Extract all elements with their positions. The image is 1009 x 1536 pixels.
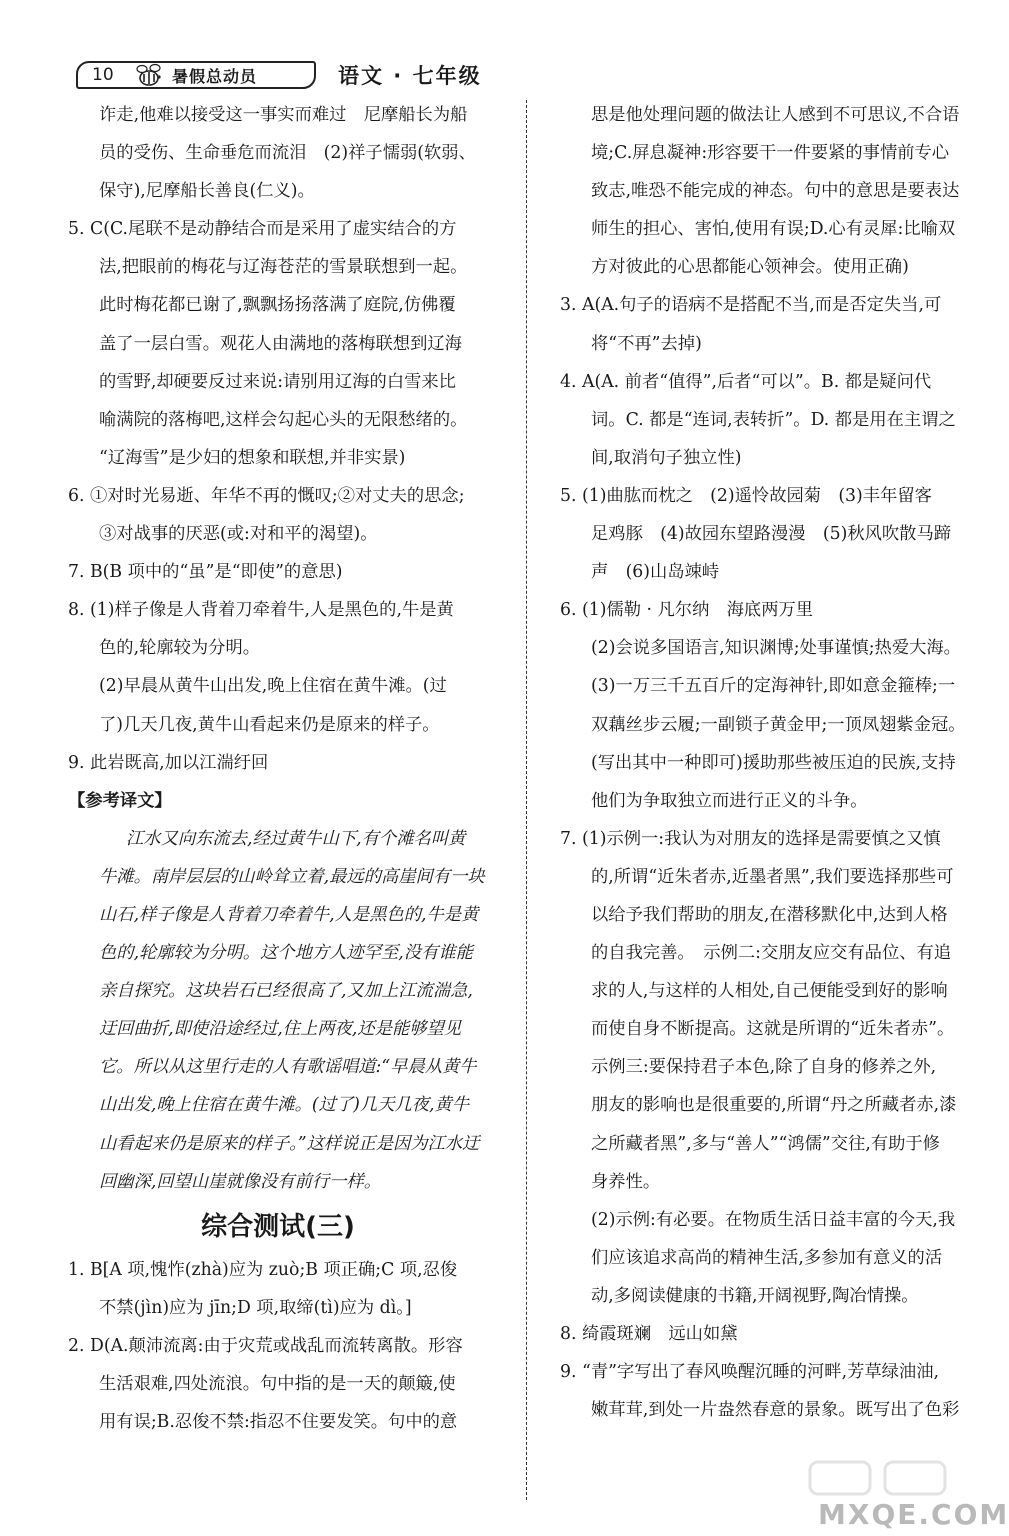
text-line: 之所藏者黑”,多与“善人”“鸿儒”交往,有助于修 <box>591 1133 940 1154</box>
text-line: 身养性。 <box>591 1171 661 1192</box>
page-header <box>76 60 482 90</box>
text-line: 5. C(C.尾联不是动静结合而是采用了虚实结合的方 <box>68 219 457 240</box>
subject-title: 语文 · 七年级 <box>338 64 482 88</box>
text-line: 而使自身不断提高。这就是所谓的“近朱者赤”。 <box>591 1019 955 1040</box>
text-line: 喻满院的落梅吧,这样会勾起心头的无限愁绪的。 <box>99 409 468 430</box>
text-line: 4. A(A. 前者“值得”,后者“可以”。B. 都是疑问代 <box>560 371 932 392</box>
text-line: 诈走,他难以接受这一事实而难过 尼摩船长为船 <box>99 105 468 125</box>
text-line: 用有误;B.忍俊不禁:指忍不住要发笑。句中的意 <box>99 1412 458 1433</box>
text-line: 示例三:要保持君子本色,除了自身的修养之外, <box>591 1057 937 1078</box>
left-answers-continued <box>68 1251 488 1441</box>
text-line: 词。C. 都是“连词,表转折”。D. 都是用在主谓之 <box>591 409 956 430</box>
text-line: (3)一万三千五百斤的定海神针,即如意金箍棒;一 <box>591 676 956 697</box>
text-line: 保守),尼摩船长善良(仁义)。 <box>99 181 315 202</box>
text-line: 不禁(jìn)应为 jīn;D 项,取缔(tì)应为 dì。] <box>99 1297 412 1318</box>
header-badge <box>76 61 316 89</box>
series-title: 暑假总动员 <box>172 66 258 86</box>
text-line: 山看起来仍是原来的样子。”这样说正是因为江水迂 <box>99 1133 480 1154</box>
text-line: 色的,轮廓较为分明。 <box>99 638 261 659</box>
text-line: 间,取消句子独立性) <box>591 447 742 468</box>
text-line: 方对彼此的心思都能心领神会。使用正确) <box>591 257 909 278</box>
text-line: 生活艰难,四处流浪。句中指的是一天的颠簸,使 <box>99 1374 456 1394</box>
column-divider <box>526 100 527 1500</box>
text-line: 境;C.屏息凝神:形容要干一件要紧的事情前专心 <box>591 143 950 164</box>
text-line: 回幽深,回望山崖就像没有前行一样。 <box>99 1171 381 1192</box>
left-answers <box>68 96 488 1201</box>
text-line: 山石,样子像是人背着刀牵着牛,人是黑色的,牛是黄 <box>99 904 479 925</box>
text-line: 6. ①对时光易逝、年华不再的慨叹;②对丈夫的思念; <box>68 485 465 506</box>
text-line: 他们为争取独立而进行正义的斗争。 <box>591 790 868 811</box>
text-line: 5. (1)曲肱而枕之 (2)遥怜故园菊 (3)丰年留客 <box>560 485 932 506</box>
right-answers <box>560 96 972 1429</box>
text-line: 师生的担心、害怕,使用有误;D.心有灵犀:比喻双 <box>591 219 956 240</box>
text-line: 山出发,晚上住宿在黄牛滩。(过了)几天几夜,黄牛 <box>99 1095 470 1116</box>
text-line: 的雪野,却硬要反过来说:请别用辽海的白雪来比 <box>99 371 456 392</box>
text-line: 它。所以从这里行走的人有歌谣唱道:“早晨从黄牛 <box>99 1057 477 1078</box>
text-line: 将“不再”去掉) <box>591 333 702 354</box>
text-line: 9. 此岩既高,加以江湍纡回 <box>68 752 269 773</box>
text-line: 动,多阅读健康的书籍,开阔视野,陶冶情操。 <box>591 1285 919 1306</box>
bee-mascot-icon <box>132 62 166 88</box>
text-line: 朋友的影响也是很重要的,所谓“丹之所藏者赤,漆 <box>591 1095 957 1116</box>
text-line: 亲自探究。这块岩石已经很高了,又加上江流湍急, <box>99 981 473 1002</box>
text-line: 嫩茸茸,到处一片盎然春意的景象。既写出了色彩 <box>591 1400 960 1421</box>
text-line: 求的人,与这样的人相处,自己便能受到好的影响 <box>591 981 948 1002</box>
text-line: 双藕丝步云履;一副锁子黄金甲;一顶凤翅紫金冠。 <box>591 714 966 735</box>
text-line: “辽海雪”是少妇的想象和联想,并非实景) <box>99 447 406 468</box>
text-line: 8. (1)样子像是人背着刀牵着牛,人是黑色的,牛是黄 <box>68 600 454 621</box>
watermark-text: MXQE.COM <box>818 1498 1009 1531</box>
text-line: 盖了一层白雪。观花人由满地的落梅联想到辽海 <box>99 333 462 354</box>
text-line: 江水又向东流去,经过黄牛山下,有个滩名叫黄 <box>126 828 466 849</box>
text-line: 致志,唯恐不能完成的神态。句中的意思是要表达 <box>591 181 960 202</box>
text-line: 的,所谓“近朱者赤,近墨者黑”,我们要选择那些可 <box>591 866 954 887</box>
text-line: 色的,轮廓较为分明。这个地方人迹罕至,没有谁能 <box>99 943 473 964</box>
text-line: 们应该追求高尚的精神生活,多参加有意义的活 <box>591 1247 943 1268</box>
text-line: 牛滩。南岸层层的山岭耸立着,最远的高崖间有一块 <box>99 866 485 887</box>
text-line: 了)几天几夜,黄牛山看起来仍是原来的样子。 <box>99 714 440 735</box>
text-line: 声 (6)山岛竦峙 <box>591 562 720 583</box>
text-line: (2)早晨从黄牛山出发,晚上住宿在黄牛滩。(过 <box>99 676 447 697</box>
text-line: 2. D(A.颠沛流离:由于灾荒或战乱而流转离散。形容 <box>68 1335 463 1356</box>
text-line: 思是他处理问题的做法让人感到不可思议,不合语 <box>591 105 960 125</box>
text-line: 8. 绮霞斑斓 远山如黛 <box>560 1324 738 1344</box>
text-line: 此时梅花都已谢了,飘飘扬扬落满了庭院,仿佛覆 <box>99 295 456 316</box>
text-line: 【参考译文】 <box>68 790 172 811</box>
text-line: 9. “青”字写出了春风唤醒沉睡的河畔,芳草绿油油, <box>560 1362 939 1383</box>
text-line: 7. B(B 项中的“虽”是“即使”的意思) <box>68 562 343 583</box>
text-line: 3. A(A.句子的语病不是搭配不当,而是否定失当,可 <box>560 295 942 316</box>
text-line: (2)会说多国语言,知识渊博;处事谨慎;热爱大海。 <box>591 638 961 659</box>
text-line: 迂回曲折,即使沿途经过,住上两夜,还是能够望见 <box>99 1019 462 1040</box>
text-line: 员的受伤、生命垂危而流泪 (2)祥子懦弱(软弱、 <box>99 143 476 164</box>
right-column <box>560 96 972 1429</box>
text-line: 以给予我们帮助的朋友,在潜移默化中,达到人格 <box>591 904 948 925</box>
text-line: (写出其中一种即可)援助那些被压迫的民族,支持 <box>591 752 956 773</box>
text-line: 6. (1)儒勒 · 凡尔纳 海底两万里 <box>560 600 814 621</box>
page-number: 10 <box>92 65 114 85</box>
left-column <box>68 96 488 1441</box>
text-line: 的自我完善。 示例二:交朋友应交有品位、有追 <box>591 943 952 964</box>
text-line: 7. (1)示例一:我认为对朋友的选择是需要慎之又慎 <box>560 828 941 849</box>
section-title: 综合测试(三) <box>201 1211 355 1242</box>
text-line: 1. B[A 项,愧怍(zhà)应为 zuò;B 项正确;C 项,忍俊 <box>68 1259 458 1280</box>
text-line: 足鸡豚 (4)故园东望路漫漫 (5)秋风吹散马蹄 <box>591 524 952 545</box>
text-line: 法,把眼前的梅花与辽海苍茫的雪景联想到一起。 <box>99 257 468 278</box>
text-line: (2)示例:有必要。在物质生活日益丰富的今天,我 <box>591 1209 956 1230</box>
text-line: ③对战事的厌恶(或:对和平的渴望)。 <box>99 524 378 545</box>
